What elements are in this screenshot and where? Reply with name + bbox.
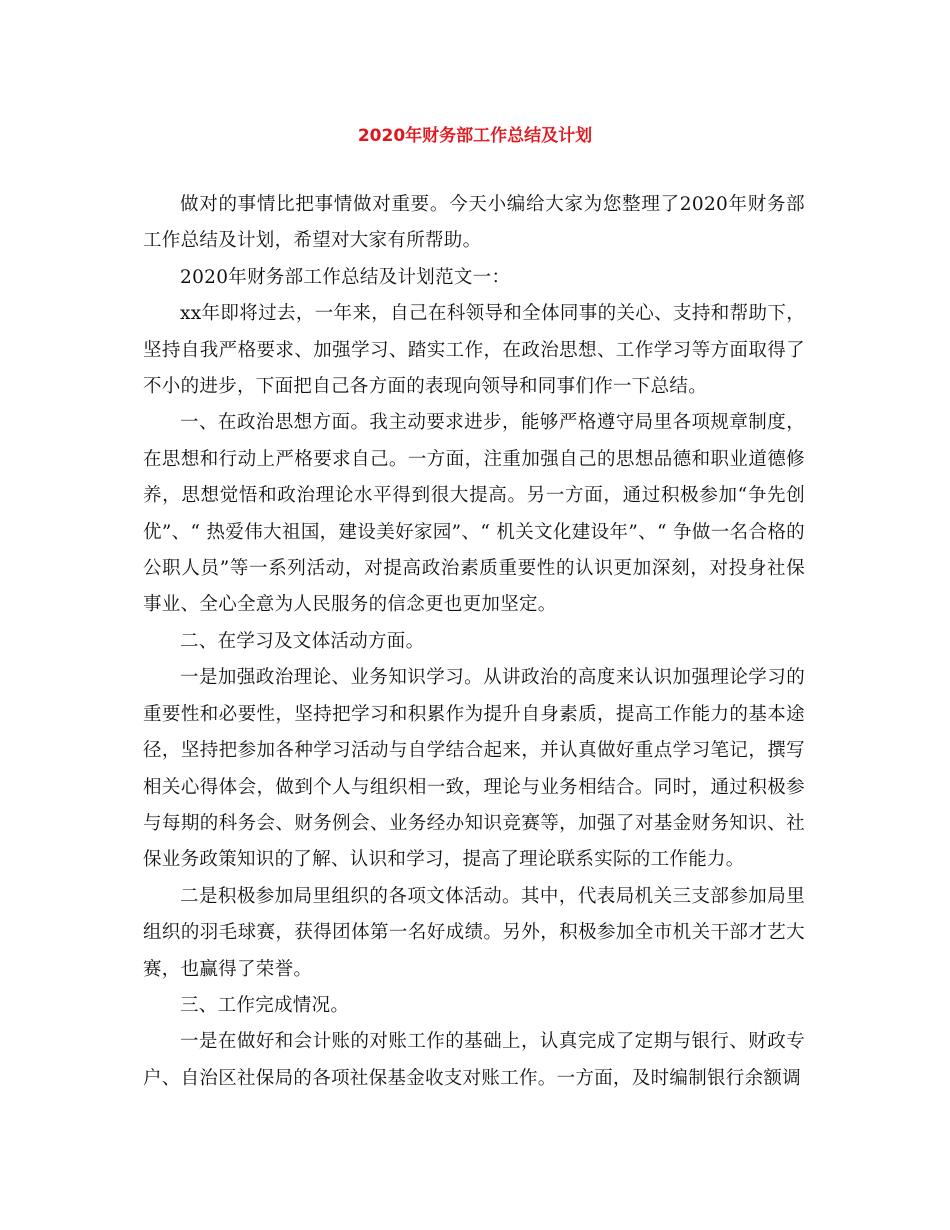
document-title: 2020年财务部工作总结及计划 [357,126,593,146]
political-paragraph: 一、在政治思想方面。我主动要求进步，能够严格遵守局里各项规章制度，在思想和行动上严格要求自己。一方面，注重加强自己的思想品德和职业道德修养，思想觉悟和政治理论水平得到很大提高。另一方面，通过积极参加“争先创优”、“ 热爱伟大祖国，建设美好家园”、“ 机关文化建设年”、“ 争做一名合格的公职人员”等一系列活动，对提高政治素质重要性的认识更加深刻，对投身社保事业、全心全意为人民服务的信念更也更加坚定。 [143,412,805,616]
activities-paragraph: 二是积极参加局里组织的各项文体活动。其中，代表局机关三支部参加局里组织的羽毛球赛，获得团体第一名好成绩。另外，积极参加全市机关干部才艺大赛，也赢得了荣誉。 [143,885,805,980]
work-paragraph: 一是在做好和会计账的对账工作的基础上，认真完成了定期与银行、财政专户、自治区社保局的各项社保基金收支对账工作。一方面，及时编制银行余额调 [143,1031,805,1089]
sample-heading: 2020年财务部工作总结及计划范文一： [180,266,511,288]
intro-paragraph: 做对的事情比把事情做对重要。今天小编给大家为您整理了2020年财务部工作总结及计划，希望对大家有所帮助。 [143,194,805,252]
opening-paragraph: xx年即将过去，一年来，自己在科领导和全体同事的关心、支持和帮助下，坚持自我严格要求、加强学习、踏实工作，在政治思想、工作学习等方面取得了不小的进步，下面把自己各方面的表现向领导和同事们作一下总结。 [143,303,805,398]
study-heading: 二、在学习及文体活动方面。 [180,630,425,652]
document-body [143,187,805,1097]
work-heading: 三、工作完成情况。 [180,994,350,1016]
study-paragraph: 一是加强政治理论、业务知识学习。从讲政治的高度来认识加强理论学习的重要性和必要性，坚持把学习和积累作为提升自身素质，提高工作能力的基本途径，坚持把参加各种学习活动与自学结合起来，并认真做好重点学习笔记，撰写相关心得体会，做到个人与组织相一致，理论与业务相结合。同时，通过积极参与每期的科务会、财务例会、业务经办知识竞赛等，加强了对基金财务知识、社保业务政策知识的了解、认识和学习，提高了理论联系实际的工作能力。 [143,667,805,871]
